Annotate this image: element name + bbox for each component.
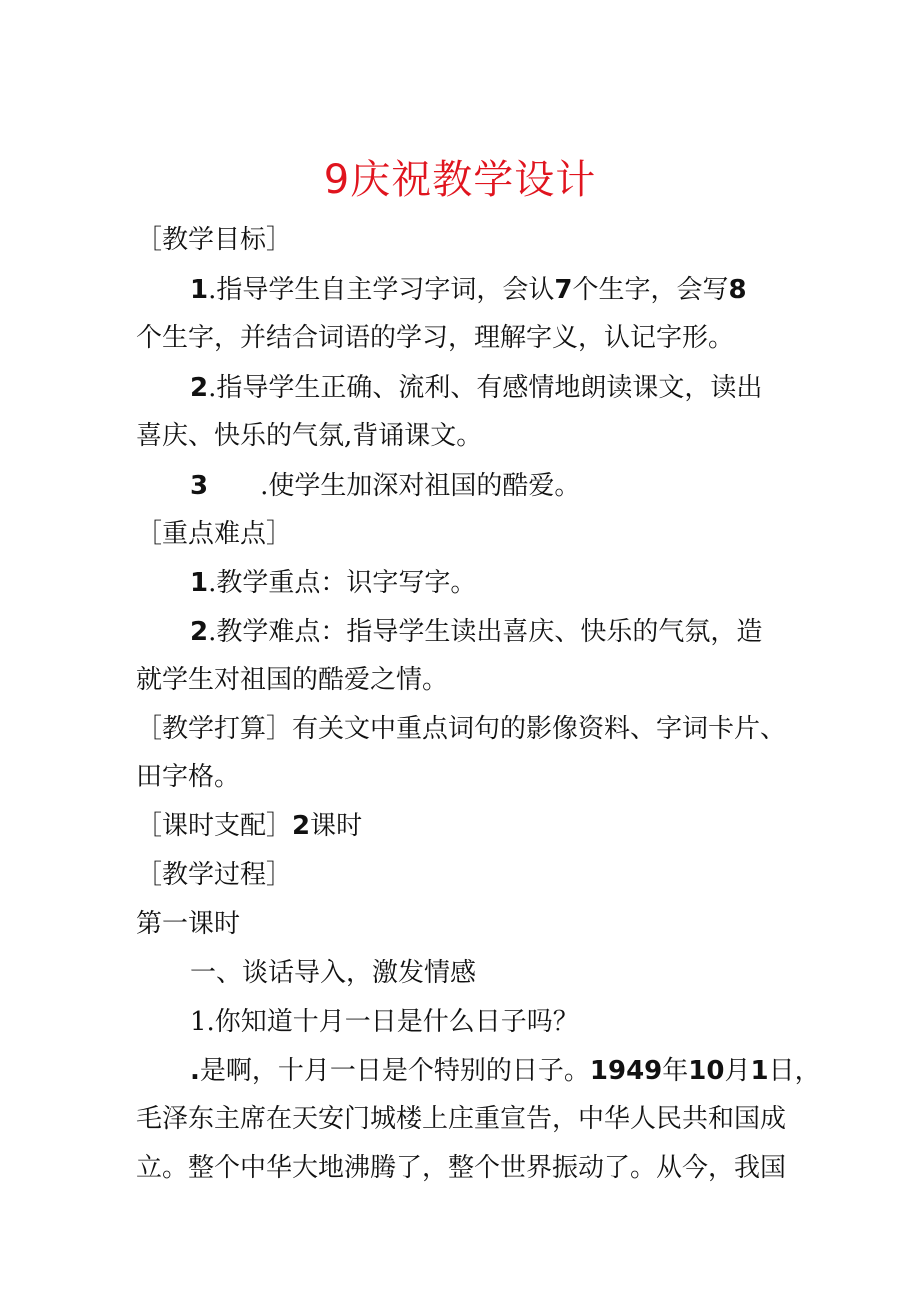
key-point-1-number: 1: [190, 568, 209, 598]
process-heading: ［教学过程］: [136, 860, 293, 890]
paragraph-line-3: 立。整个中华大地沸腾了，整个世界振动了。从今，我国: [136, 1153, 787, 1183]
objective-1-number: 1: [190, 275, 209, 305]
objective-1-text-b: 个生字，会写: [572, 275, 729, 305]
objectives-heading: ［教学目标］: [136, 225, 293, 255]
paragraph-year-unit: 年: [662, 1056, 689, 1086]
step-one-heading: 一、谈话导入，激发情感: [190, 958, 477, 988]
objective-1-count-2: 8: [728, 275, 747, 305]
paragraph-day-unit: 日，: [768, 1056, 821, 1086]
paragraph-year: 1949: [589, 1056, 663, 1086]
paragraph-line-2: 毛泽东主席在天安门城楼上庄重宣告，中华人民共和国成: [136, 1104, 787, 1134]
objective-1-line-1: [190, 272, 850, 308]
objective-3-line: [190, 468, 850, 504]
class-time-line: [136, 808, 796, 844]
key-point-2-text-a: .教学难点：指导学生读出喜庆、快乐的气氛，造: [208, 617, 763, 647]
objective-2-number: 2: [190, 373, 209, 403]
key-point-1-line: [190, 565, 850, 601]
paragraph-month: 10: [688, 1056, 725, 1086]
lesson-one-heading: 第一课时: [136, 909, 241, 939]
objective-3-text: .使学生加深对祖国的酷爱。: [260, 471, 581, 501]
objective-2-text-a: .指导学生正确、流利、有感情地朗读课文，读出: [208, 373, 763, 403]
key-point-2-number: 2: [190, 617, 209, 647]
objective-3-number: 3: [190, 471, 209, 501]
paragraph-dot: .: [190, 1056, 200, 1086]
paragraph-text-a: 是啊，十月一日是个特别的日子。: [199, 1056, 590, 1086]
preparation-line-2: 田字格。: [136, 762, 241, 792]
paragraph-day: 1: [750, 1056, 769, 1086]
key-point-2-line-1: [190, 614, 850, 650]
objective-1-text-a: .指导学生自主学习字词，会认: [208, 275, 555, 305]
objective-2-line-1: [190, 370, 850, 406]
key-point-2-line-2: 就学生对祖国的酷爱之情。: [136, 665, 449, 695]
key-points-heading: ［重点难点］: [136, 519, 293, 549]
objective-1-line-2: 个生字，并结合词语的学习，理解字义，认记字形。: [136, 323, 735, 353]
key-point-1-text: .教学重点：识字写字。: [208, 568, 477, 598]
paragraph-month-unit: 月: [724, 1056, 751, 1086]
objective-2-line-2: 喜庆、快乐的气氛,背诵课文。: [136, 421, 483, 451]
class-time-label: ［课时支配］: [136, 811, 293, 841]
objective-1-count-1: 7: [554, 275, 573, 305]
class-time-count: 2: [292, 811, 311, 841]
paragraph-line-1: [190, 1053, 850, 1089]
document-title: 9庆祝教学设计: [323, 157, 597, 203]
question-1: 1.你知道十月一日是什么日子吗？: [190, 1007, 579, 1037]
class-time-unit: 课时: [310, 811, 363, 841]
preparation-line-1: ［教学打算］有关文中重点词句的影像资料、字词卡片、: [136, 714, 787, 744]
